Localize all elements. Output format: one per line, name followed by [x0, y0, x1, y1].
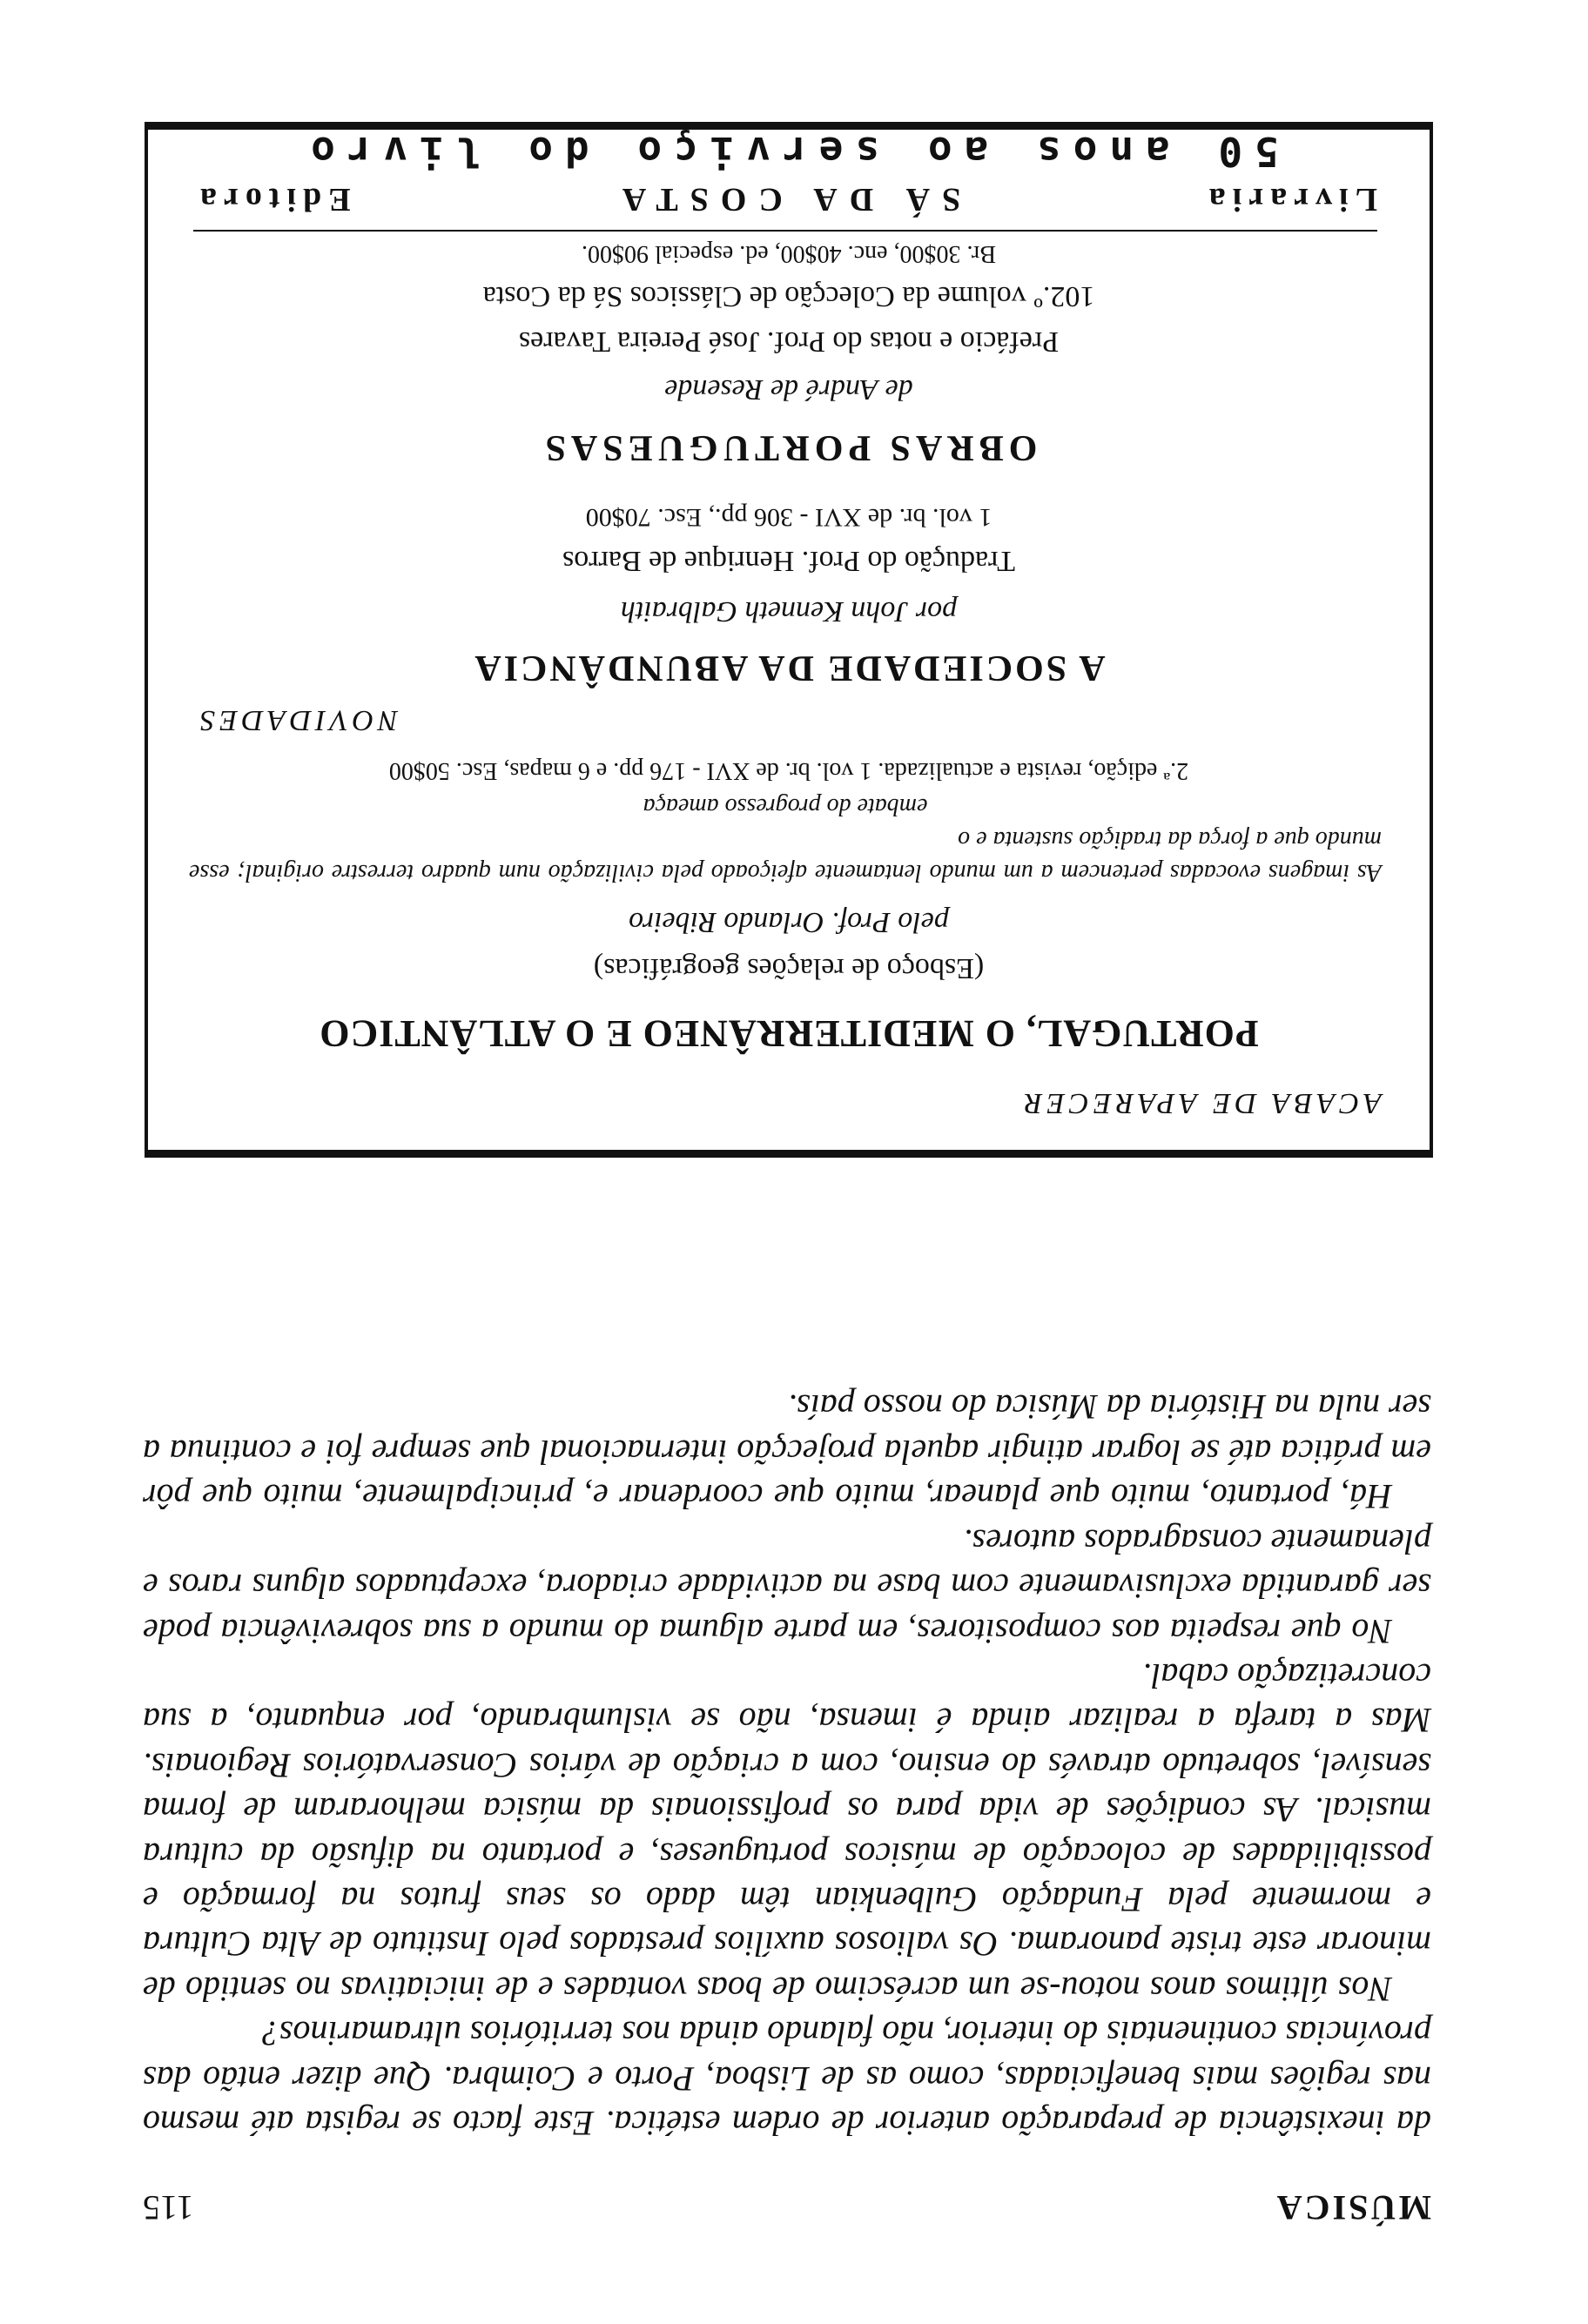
book1-description-last: embate do progresso ameaça: [643, 793, 928, 820]
book1-author: pelo Prof. Orlando Ribeiro: [629, 906, 949, 938]
book3-author: de André de Resende: [664, 373, 913, 406]
book3-volume: 102.º volume da Colecção de Clássicos Sá da Costa: [482, 280, 1095, 312]
book1-description-text: As imagens evocadas pertencem a um mundo lentamente afeiçoado pela civilização num quadro terrestre original; esse mundo que a força da tradição sustenta e o: [189, 826, 1382, 886]
paragraph-1: da inexistência de preparação anterior de ordem estética. Este facto se regista até mesmo nas regiões mais beneficiadas, como as de Lisboa, Porto e Coimbra. Que dizer então das províncias continentais do interior, não falando ainda nos territórios ultramarinos?: [143, 2014, 1431, 2143]
paragraph-4: Há, portanto, muito que planear, muito que coordenar e, principalmente, muito que pôr em prática até se lograr atingir aquela projecção internacional que sempre foi e continua a ser nula na História da Música do nosso país.: [143, 1387, 1431, 1517]
book1-details: 2.ª edição, revista e actualizada. 1 vol. br. de XVI - 176 pp. e 6 mapas, Esc. 50$00: [388, 757, 1189, 784]
book3-preface: Prefácio e notas do Prof. José Pereira Tavares: [518, 326, 1060, 358]
publisher-livraria: Livraria: [1201, 181, 1377, 218]
publisher-advertisement: [145, 122, 1433, 1158]
book3-title: OBRAS PORTUGUESAS: [540, 427, 1038, 467]
book1-description: [189, 789, 1382, 889]
acaba-de-aparecer-label: ACABA DE APARECER: [1019, 1087, 1382, 1119]
book1-title: PORTUGAL, O MEDITERRÂNEO E O ATLÂNTICO: [319, 1012, 1259, 1055]
book1-subtitle: (Esboço de relações geográficas): [593, 952, 985, 984]
publisher-name: SÁ DA COSTA: [609, 181, 961, 218]
book2-author: por John Kenneth Galbraith: [620, 595, 958, 628]
book3-details: Br. 30$00, enc. 40$00, ed. especial 90$00.: [582, 240, 996, 267]
publisher-editora: Editora: [193, 181, 351, 218]
publisher-slogan: 50 anos ao serviço do livro: [299, 128, 1279, 175]
divider-rule: [193, 230, 1377, 232]
section-title: MÚSICA: [1274, 2188, 1431, 2227]
book2-title: A SOCIEDADE DA ABUNDÂNCIA: [472, 648, 1106, 688]
publisher-name-row: [193, 175, 1377, 218]
book2-details: 1 vol. br. de XVI - 306 pp., Esc. 70$00: [585, 503, 992, 532]
paragraph-3: No que respeita aos compositores, em parte alguma do mundo a sua sobrevivência pode ser garantida exclusivamente com base na actividade criadora, exceptuados alguns raros e plenamente consagrados autores.: [143, 1521, 1431, 1651]
novidades-label: NOVIDADES: [196, 704, 398, 736]
paragraph-2: Nos últimos anos notou-se um acréscimo de boas vontades e de iniciativas no sentido de minorar este triste panorama. Os valiosos auxílios prestados pelo Instituto de Alta Cultura e mormente pela Fundação Gulbenkian têm dado os seus frutos na formação e possibilidades de colocação de músicos portugueses, e portanto na difusão da cultura musical. As condições de vida para os profissionais da música melhoraram de forma sensível, sobretudo através do ensino, com a criação de vários Conservatórios Regionais. Mas a tarefa a realizar ainda é imensa, não se vislumbrando, por enquanto, a sua concretização cabal.: [143, 1656, 1431, 2009]
page-number: 115: [143, 2188, 194, 2227]
body-text: [143, 1385, 1431, 2146]
book2-translation: Tradução do Prof. Henrique de Barros: [562, 545, 1015, 577]
running-header: [143, 2185, 1431, 2228]
